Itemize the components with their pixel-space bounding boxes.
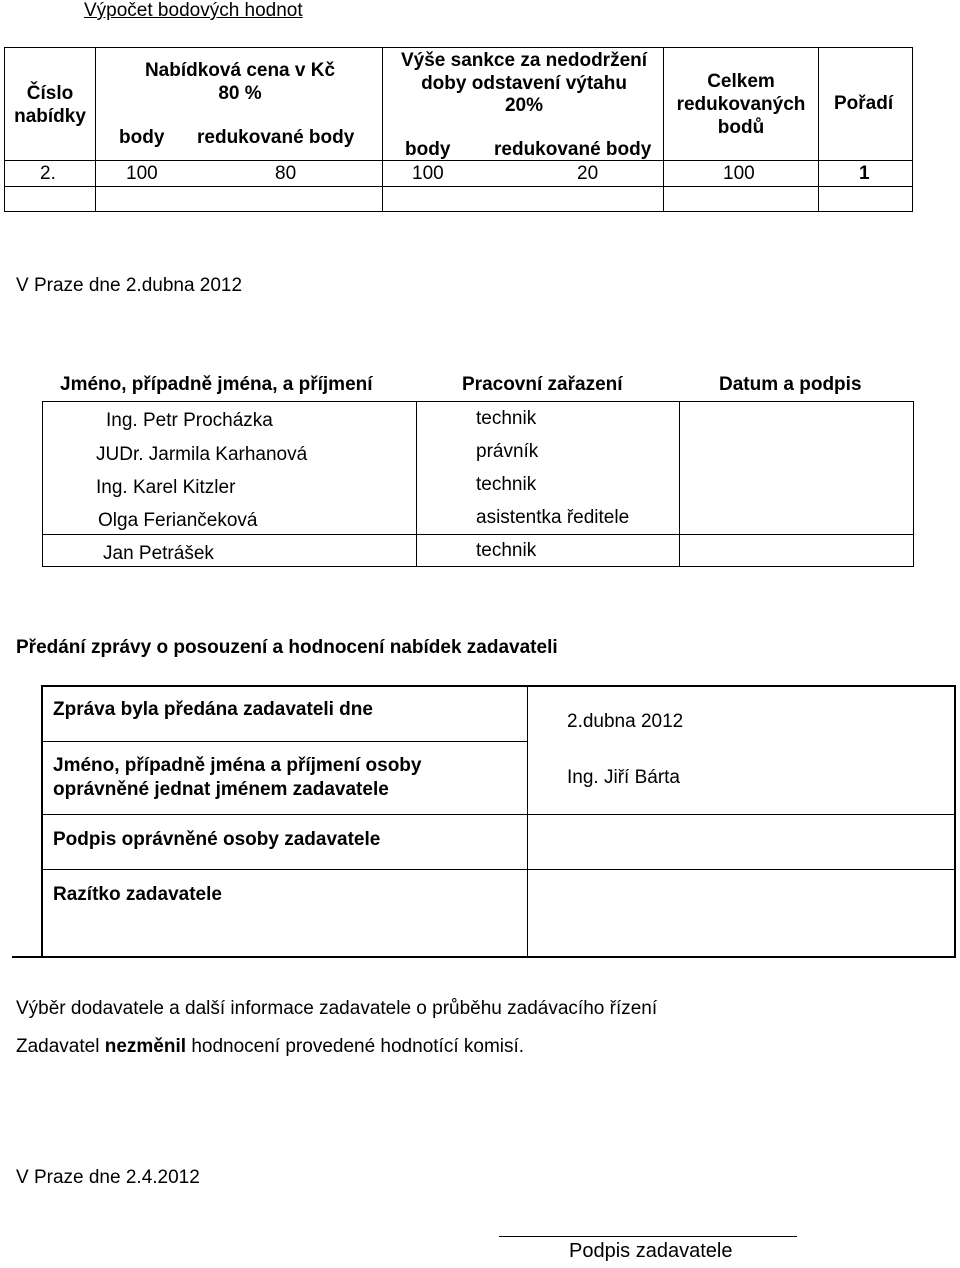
page-title: Výpočet bodových hodnot xyxy=(84,0,303,21)
member-name: JUDr. Jarmila Karhanová xyxy=(96,444,308,465)
member-name: Ing. Petr Procházka xyxy=(106,410,273,431)
col-sanction-weight: 20% xyxy=(504,95,544,116)
value-authorized-person: Ing. Jiří Bárta xyxy=(567,767,680,788)
col-sanction-points: body xyxy=(405,139,451,160)
member-name: Jan Petrášek xyxy=(103,543,214,564)
col-position: Pracovní zařazení xyxy=(462,374,623,395)
member-position: asistentka ředitele xyxy=(476,507,630,528)
cell-price-reduced: 80 xyxy=(275,163,297,184)
label-handover-date: Zpráva byla předána zadavateli dne xyxy=(53,699,373,720)
label-authorized-person: Jméno, případně jména a příjmení osoby xyxy=(53,755,422,776)
col-name: Jméno, případně jména, a příjmení xyxy=(60,374,373,395)
col-signature: Datum a podpis xyxy=(719,374,862,395)
member-position: technik xyxy=(476,474,537,495)
cell-price-points: 100 xyxy=(126,163,158,184)
col-price-reduced: redukované body xyxy=(197,127,355,148)
col-sanction: Výše sankce za nedodržení doby odstavení výtahu xyxy=(400,50,648,94)
col-sanction-reduced: redukované body xyxy=(494,139,652,160)
member-name: Ing. Karel Kitzler xyxy=(96,477,236,498)
signature-caption: Podpis zadavatele xyxy=(569,1240,733,1262)
label-signature: Podpis oprávněné osoby zadavatele xyxy=(53,829,381,850)
date-line: V Praze dne 2.dubna 2012 xyxy=(16,275,243,296)
col-price: Nabídková cena v Kč xyxy=(144,60,336,81)
selection-heading: Výběr dodavatele a další informace zadavatele o průběhu zadávacího řízení xyxy=(16,998,658,1019)
cell-sanction-points: 100 xyxy=(412,163,444,184)
cell-sanction-reduced: 20 xyxy=(577,163,599,184)
handover-heading: Předání zprávy o posouzení a hodnocení nabídek zadavateli xyxy=(16,637,558,658)
statement: Zadavatel nezměnil hodnocení provedené hodnotící komisí. xyxy=(16,1036,525,1057)
cell-rank: 1 xyxy=(859,163,870,184)
cell-total: 100 xyxy=(723,163,755,184)
signature-line xyxy=(499,1236,797,1237)
member-name: Olga Feriančeková xyxy=(98,510,258,531)
member-position: technik xyxy=(476,540,537,561)
col-price-points: body xyxy=(119,127,165,148)
col-rank: Pořadí xyxy=(834,93,894,114)
value-handover-date: 2.dubna 2012 xyxy=(567,711,684,732)
member-position: technik xyxy=(476,408,537,429)
col-offer-no: Číslo nabídky xyxy=(14,83,86,127)
col-price-weight: 80 % xyxy=(218,83,262,104)
label-authorized-person-2: oprávněné jednat jménem zadavatele xyxy=(53,779,389,800)
cell-offer-no: 2. xyxy=(40,163,56,184)
col-total: Celkem redukovaných bodů xyxy=(676,71,806,138)
member-position: právník xyxy=(476,441,539,462)
label-stamp: Razítko zadavatele xyxy=(53,884,222,905)
date-line-2: V Praze dne 2.4.2012 xyxy=(16,1167,200,1188)
